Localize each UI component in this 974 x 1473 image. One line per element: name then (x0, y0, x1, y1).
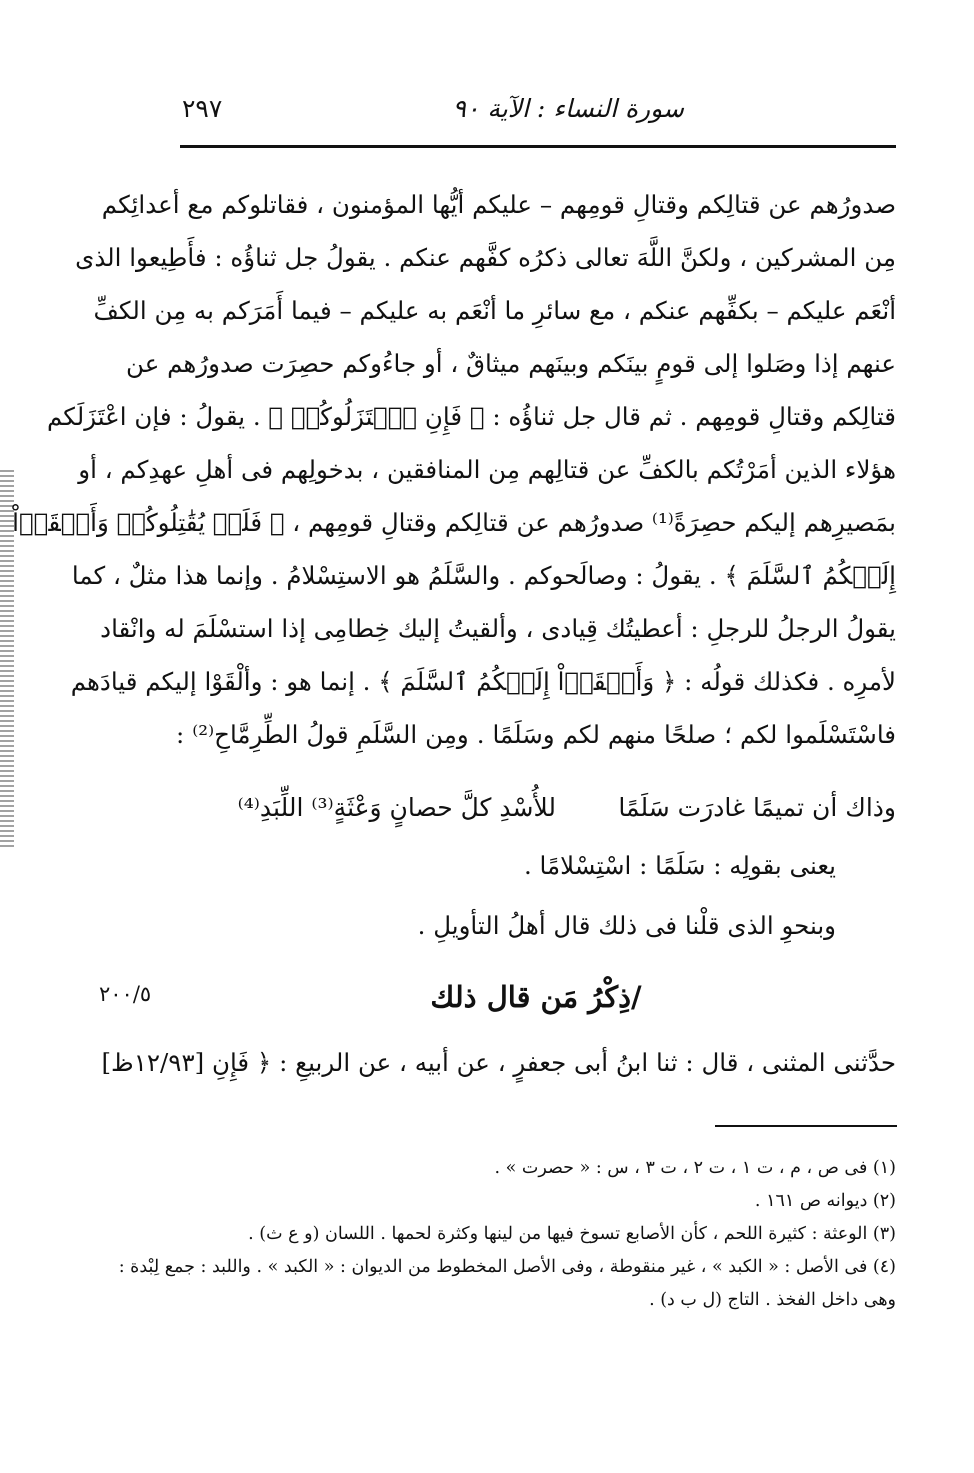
text-line: فاسْتَسْلَموا لكم ؛ صلحًا منهم لكم وسَلَمًا . ومِن السَّلَمِ قولُ الطِّرِمَّاحِ⁽²⁾ : (176, 720, 896, 749)
footnotes (118, 1152, 896, 1317)
page-number: ٢٩٧ (182, 94, 223, 123)
footnote: وهى داخل الفخذ . التاج (ل ب د) . (649, 1290, 896, 1310)
main-text (12, 178, 896, 761)
text-line: يقولُ الرجلُ للرجلِ : أعطيتُك قِيادى ، وألقيتُ إليك خِطامِى إذا استسْلَمَ له وانْقاد (100, 614, 896, 643)
header-rule (180, 145, 896, 148)
footnote: (٣) الوعثة : كثيرة اللحم ، كأن الأصابع تسوخ فيها من لينها وكثرة لحمها . اللسان (و ع ث) . (248, 1224, 896, 1244)
text-line: لأمرِه . فكذلك قولُه : ﴿ وَأَلۡقَوۡاْ إِلَيۡكُمُ ٱلسَّلَمَ ﴾ . إنما هو : وألْقَوْا إليكم قيادَهم (70, 667, 896, 696)
explanation-line: وبنحوِ الذى قلْنا فى ذلك قال أهلُ التأويلِ . (417, 911, 836, 940)
explanation-line: يعنى بقولِه : سَلَمًا : اسْتِسْلامًا . (523, 851, 836, 880)
footnote-rule (715, 1125, 897, 1127)
footnote: (٢) ديوانه ص ١٦١ . (754, 1191, 896, 1211)
text-line: بمَصيرِهم إليكم حصِرَةً⁽¹⁾ صدورُهم عن قتالِكم وقتالِ قومِهم ، ﴿ فَلَمۡ يُقَٰتِلُوكُمۡ وَأَلۡقَوۡاْ (12, 508, 896, 537)
text-line: حدَّثنى المثنى ، قال : ثنا ابنُ أبى جعفرٍ ، عن أبيه ، عن الربيعِ : ﴿ فَإِنِ [١٢/٩٣ظ] (101, 1048, 896, 1077)
margin-reference: ٢٠٠/٥ (99, 982, 152, 1006)
footnote: (٤) فى الأصل : « الكبد » ، غير منقوطة ، وفى الأصل المخطوط من الديوان : « الكبد » . واللبد : جمع لِبْدة : (118, 1257, 896, 1277)
text-line: أنْعَم عليكم – بكفِّهم عنكم ، مع سائرِ ما أنْعَم به عليكم – فيما أَمَرَكم به مِن الكفِّ (93, 296, 896, 325)
text-line: صدورُهم عن قتالِكم وقتالِ قومِهم – عليكم أيُّها المؤمنون ، فقاتلوكم مع أعدائِكم (101, 190, 896, 219)
section-heading: /ذِكْرُ مَن قال ذلك (430, 980, 642, 1014)
text-line: هؤلاء الذين أمَرْتُكم بالكفِّ عن قتالِهم مِن المنافقين ، بدخولِهم فى أهلِ عهدِكم ، أو (78, 455, 896, 484)
page-header (182, 92, 894, 132)
text-line: مِن المشركين ، ولكنَّ اللَّهَ تعالى ذكرُه كفَّهم عنكم . يقولُ جل ثناؤُه : فأَطِيعوا الذى (75, 243, 896, 272)
footnote: (١) فى ص ، م ، ت ١ ، ت ٢ ، ت ٣ ، س : « حصرت » . (494, 1158, 896, 1178)
poem-hemistich-second: للأُسْدِ كلَّ حصانٍ وَعْثَةٍ⁽³⁾ اللِّبَدِ⁽⁴⁾ (237, 793, 556, 822)
text-line: قتالِكم وقتالِ قومِهم . ثم قال جل ثناؤُه : ﴿ فَإِنِ ٱعۡتَزَلُوكُمۡ ﴾ . يقولُ : فإن اعْتَزَلَكم (46, 402, 896, 431)
running-title: سورة النساء : الآية ٩٠ (452, 94, 684, 123)
poem-verse (190, 783, 896, 833)
text-line: عنهم إذا وصَلوا إلى قومٍ بينَكم وبينَهم ميثاقٌ ، أو جاءُوكم حصِرَت صدورُهم عن (126, 349, 896, 378)
text-line: إِلَيۡكُمُ ٱلسَّلَمَ ﴾ . يقولُ : وصالَحوكم . والسَّلَمُ هو الاستِسْلامُ . وإنما هذا مثلٌ ، كما (71, 561, 896, 590)
poem-hemistich-first: وذاك أن تميمًا غادرَت سَلَمًا (618, 793, 896, 822)
